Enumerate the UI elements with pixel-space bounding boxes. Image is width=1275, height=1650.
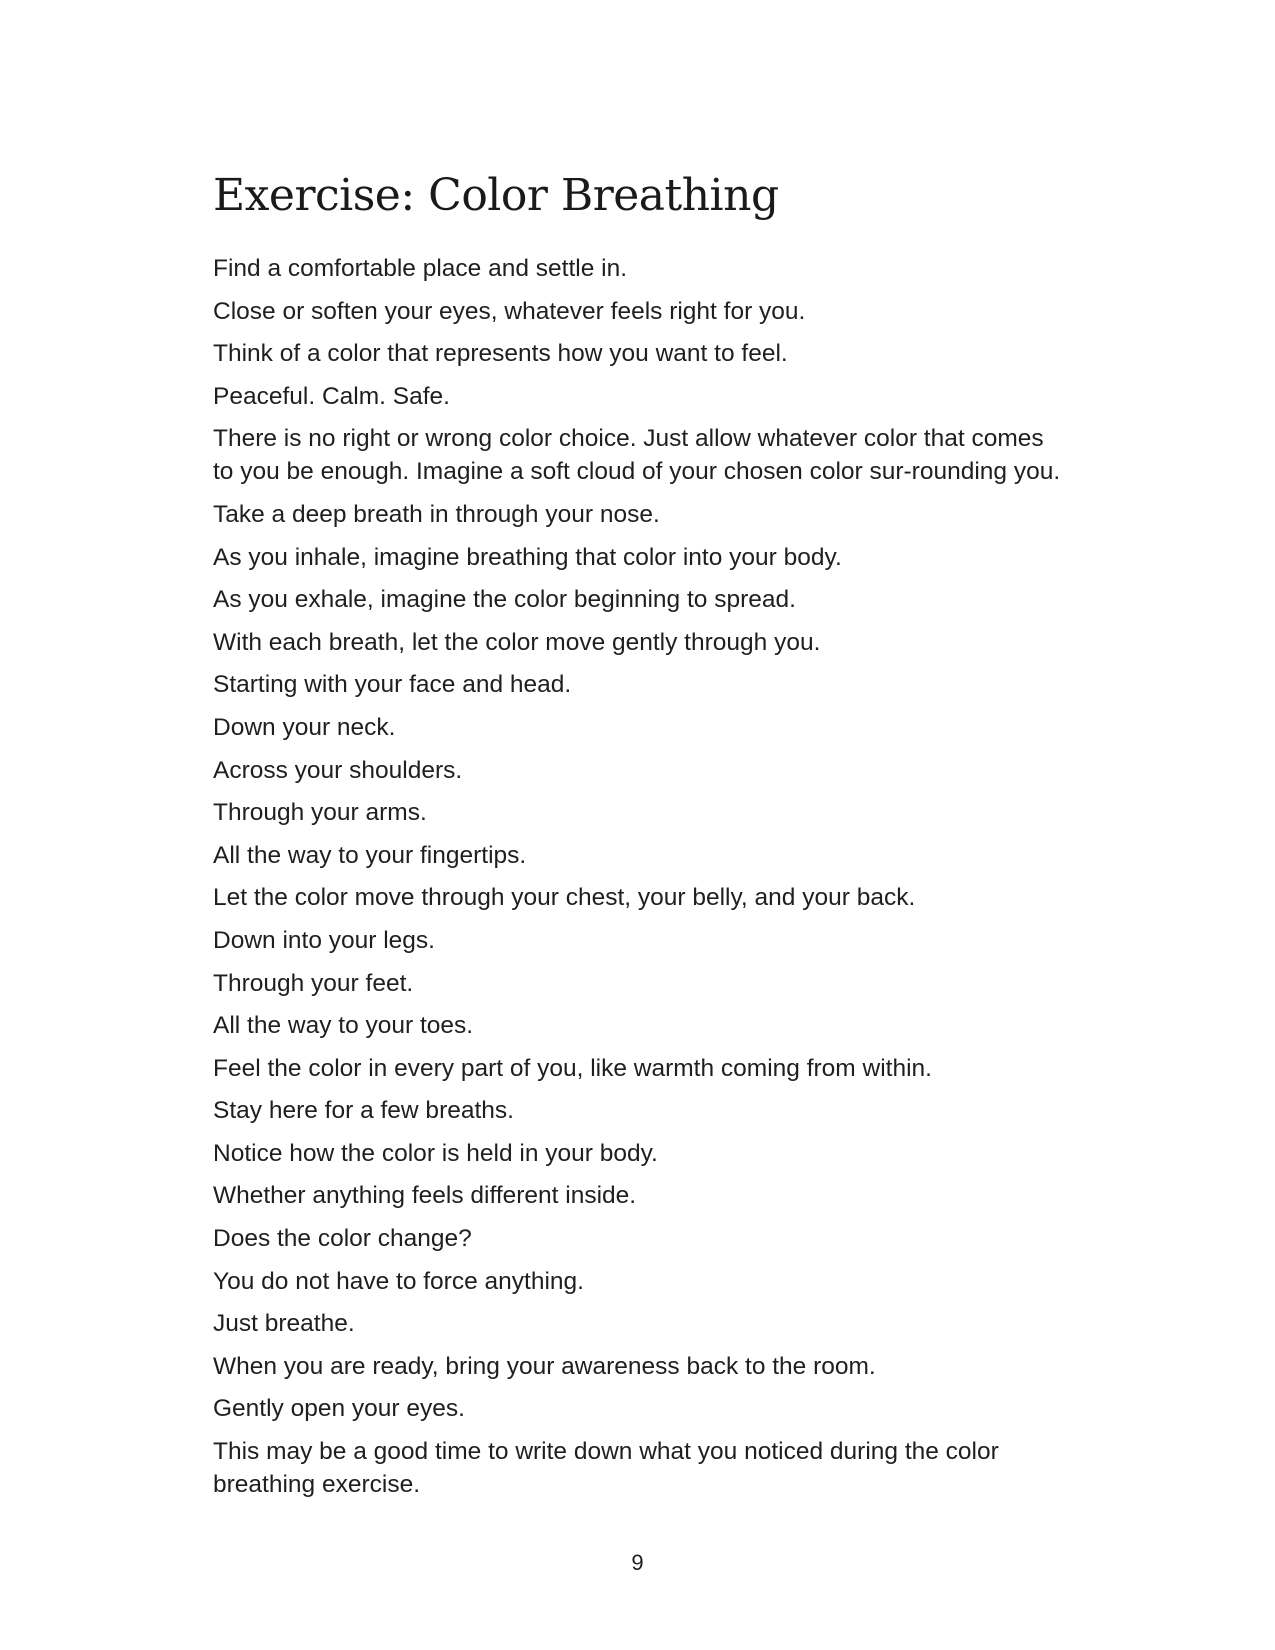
paragraph: All the way to your fingertips. [213, 841, 527, 869]
paragraph: Find a comfortable place and settle in. [213, 255, 628, 282]
paragraph: Whether anything feels different inside. [213, 1182, 637, 1210]
paragraph: You do not have to force anything. [213, 1267, 584, 1295]
paragraph: Take a deep breath in through your nose. [213, 500, 660, 528]
paragraph: Stay here for a few breaths. [213, 1097, 514, 1125]
paragraph: Down your neck. [213, 713, 396, 741]
paragraph: As you inhale, imagine breathing that color into your body. [213, 543, 842, 571]
paragraph: Through your arms. [213, 799, 427, 827]
paragraph: Think of a color that represents how you want to feel. [213, 340, 788, 368]
page-number: 9 [631, 1550, 644, 1575]
paragraph: Down into your legs. [213, 926, 435, 954]
paragraph: Notice how the color is held in your body. [213, 1139, 658, 1167]
paragraph: Peaceful. Calm. Safe. [213, 382, 450, 410]
paragraph: With each breath, let the color move gently through you. [213, 628, 821, 656]
paragraph: Does the color change? [213, 1225, 472, 1253]
paragraph: Close or soften your eyes, whatever feels right for you. [213, 297, 806, 325]
paragraph: There is no right or wrong color choice. Just allow whatever color that comes to you be enough. Imagine a soft cloud of your chosen color sur-rounding you. [213, 425, 1061, 486]
paragraph: All the way to your toes. [213, 1012, 474, 1040]
paragraph: Just breathe. [213, 1310, 355, 1338]
paragraph: When you are ready, bring your awareness back to the room. [213, 1352, 876, 1380]
paragraph: Feel the color in every part of you, like warmth coming from within. [213, 1054, 932, 1082]
paragraph: Through your feet. [213, 969, 414, 997]
exercise-text [213, 252, 1063, 1511]
paragraph: As you exhale, imagine the color beginning to spread. [213, 586, 796, 614]
paragraph: Across your shoulders. [213, 756, 463, 784]
paragraph: This may be a good time to write down what you noticed during the color breathing exercise. [213, 1438, 999, 1499]
paragraph: Let the color move through your chest, your belly, and your back. [213, 884, 916, 912]
paragraph: Starting with your face and head. [213, 671, 572, 699]
paragraph: Gently open your eyes. [213, 1395, 465, 1423]
page-title: Exercise: Color Breathing [213, 170, 779, 221]
